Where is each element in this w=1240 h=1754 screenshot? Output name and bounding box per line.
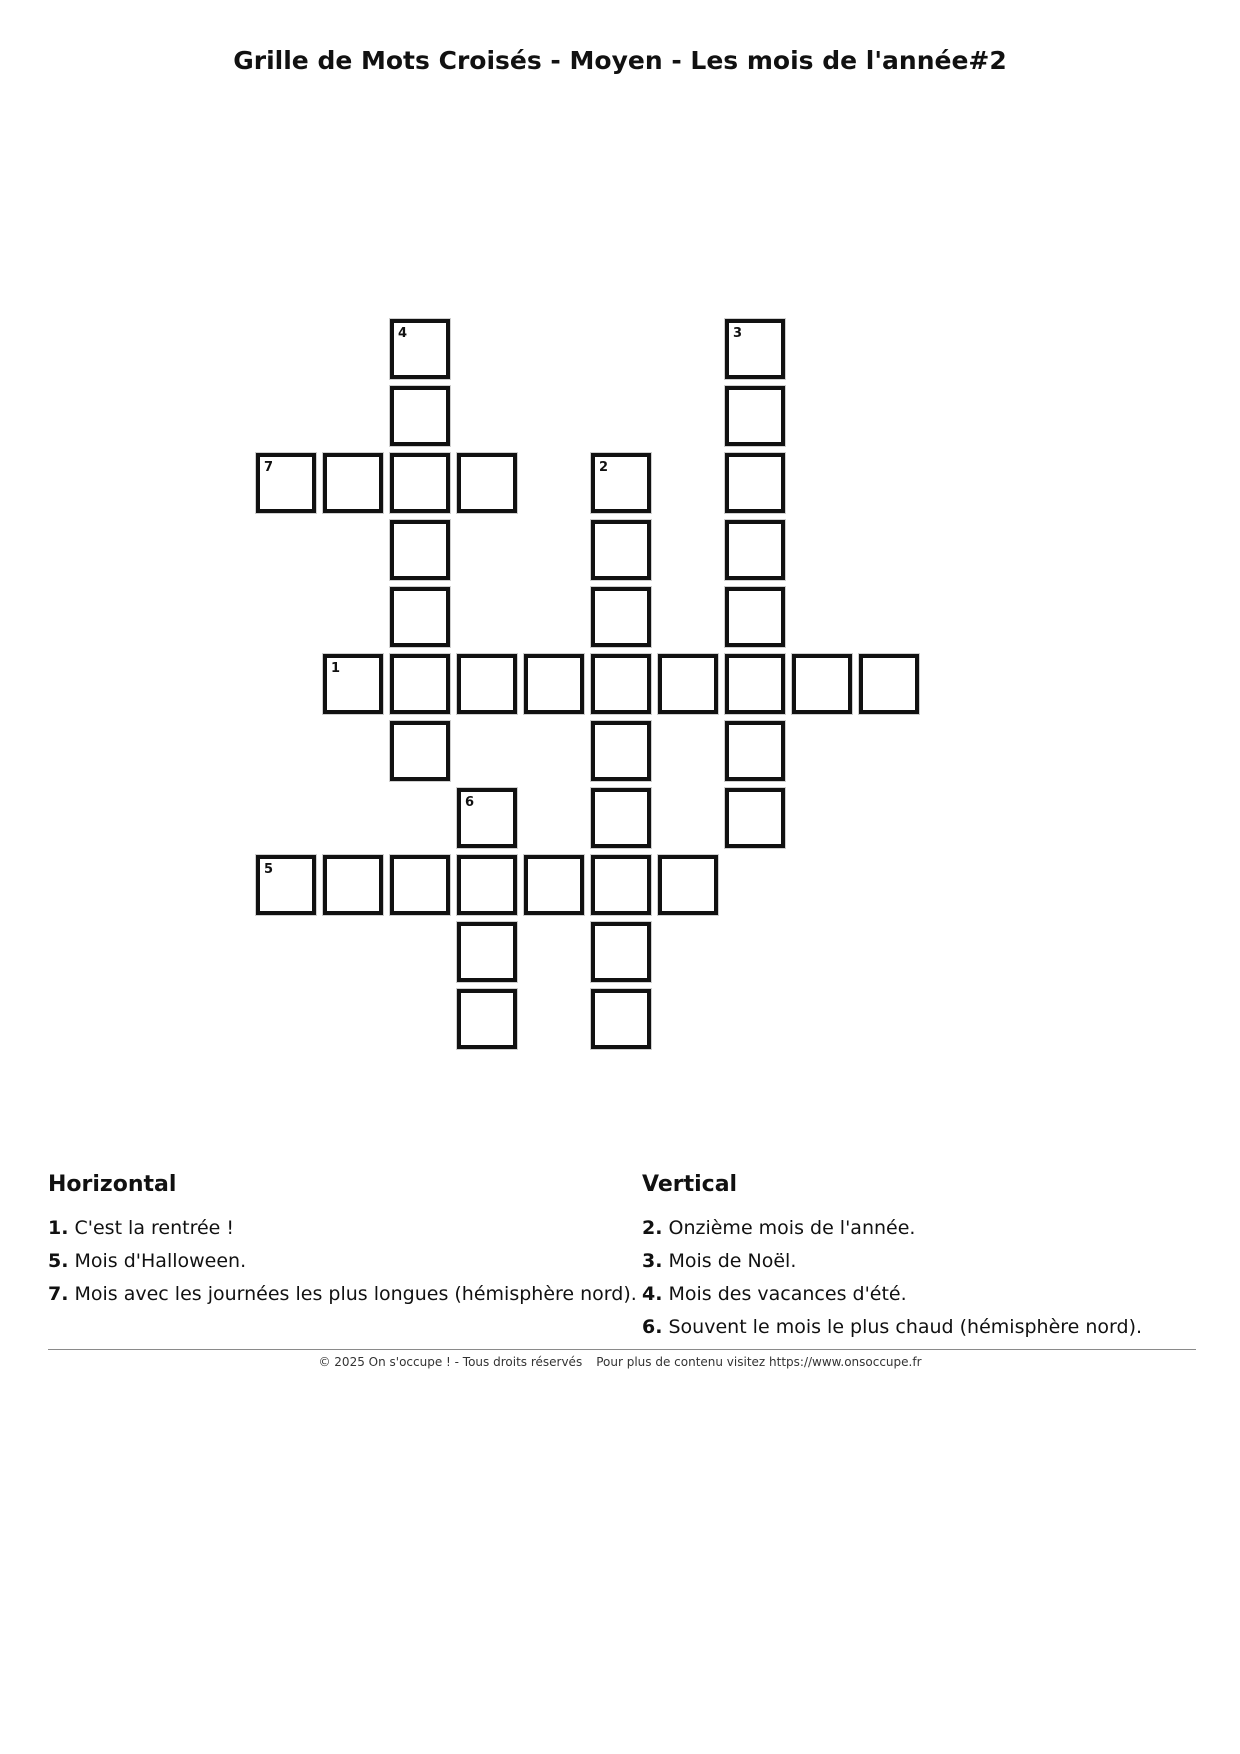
clue-number: 2 [599, 460, 609, 475]
horizontal-clues [48, 1172, 637, 1316]
grid-cell[interactable] [524, 855, 584, 915]
grid-cell[interactable] [725, 721, 785, 781]
clue-horizontal-7: 7. Mois avec les journées les plus longues (hémisphère nord). [48, 1283, 637, 1305]
horizontal-heading: Horizontal [48, 1172, 177, 1197]
grid-cell[interactable] [323, 453, 383, 513]
vertical-clues [642, 1172, 1142, 1349]
grid-cell[interactable] [256, 453, 316, 513]
clue-vertical-6: 6. Souvent le mois le plus chaud (hémisphère nord). [642, 1316, 1143, 1338]
grid-cell[interactable] [658, 855, 718, 915]
footer-divider [48, 1349, 1196, 1350]
grid-cell[interactable] [725, 319, 785, 379]
footer [0, 1355, 1240, 1369]
clue-number: 7 [264, 460, 274, 475]
grid-cell[interactable] [457, 855, 517, 915]
grid-cell[interactable] [323, 654, 383, 714]
grid-cell[interactable] [591, 721, 651, 781]
grid-cell[interactable] [591, 654, 651, 714]
grid-cell[interactable] [725, 788, 785, 848]
clue-number: 1 [331, 661, 341, 676]
grid-cell[interactable] [591, 855, 651, 915]
grid-cell[interactable] [591, 587, 651, 647]
grid-cell[interactable] [591, 520, 651, 580]
grid-cell[interactable] [658, 654, 718, 714]
grid-cell[interactable] [457, 989, 517, 1049]
grid-cell[interactable] [591, 453, 651, 513]
grid-cell[interactable] [792, 654, 852, 714]
grid-cell[interactable] [323, 855, 383, 915]
grid-cell[interactable] [457, 788, 517, 848]
clue-horizontal-5: 5. Mois d'Halloween. [48, 1250, 247, 1272]
grid-cell[interactable] [390, 654, 450, 714]
clue-number: 5 [264, 862, 274, 877]
grid-cell[interactable] [725, 386, 785, 446]
grid-cell[interactable] [390, 587, 450, 647]
clue-number: 3 [733, 326, 743, 341]
grid-cell[interactable] [457, 654, 517, 714]
grid-cell[interactable] [859, 654, 919, 714]
page-title: Grille de Mots Croisés - Moyen - Les mois de l'année#2 [233, 46, 1007, 75]
clue-vertical-4: 4. Mois des vacances d'été. [642, 1283, 907, 1305]
grid-cell[interactable] [725, 654, 785, 714]
clue-horizontal-1: 1. C'est la rentrée ! [48, 1217, 235, 1239]
grid-cell[interactable] [725, 587, 785, 647]
grid-cell[interactable] [725, 453, 785, 513]
grid-cell[interactable] [256, 855, 316, 915]
grid-cell[interactable] [390, 855, 450, 915]
clue-vertical-2: 2. Onzième mois de l'année. [642, 1217, 916, 1239]
grid-cell[interactable] [390, 386, 450, 446]
grid-cell[interactable] [390, 453, 450, 513]
clue-number: 4 [398, 326, 408, 341]
grid-cell[interactable] [591, 922, 651, 982]
grid-cell[interactable] [524, 654, 584, 714]
grid-cell[interactable] [457, 922, 517, 982]
grid-cell[interactable] [591, 989, 651, 1049]
grid-cell[interactable] [390, 721, 450, 781]
grid-cell[interactable] [457, 453, 517, 513]
footer-copyright: © 2025 On s'occupe ! - Tous droits réservés [318, 1355, 583, 1369]
grid-cell[interactable] [725, 520, 785, 580]
grid-cell[interactable] [390, 319, 450, 379]
clue-vertical-3: 3. Mois de Noël. [642, 1250, 797, 1272]
grid-cell[interactable] [390, 520, 450, 580]
grid-cell[interactable] [591, 788, 651, 848]
footer-link-text: Pour plus de contenu visitez https://www.onsoccupe.fr [596, 1355, 922, 1369]
clue-number: 6 [465, 795, 475, 810]
vertical-heading: Vertical [642, 1172, 738, 1197]
